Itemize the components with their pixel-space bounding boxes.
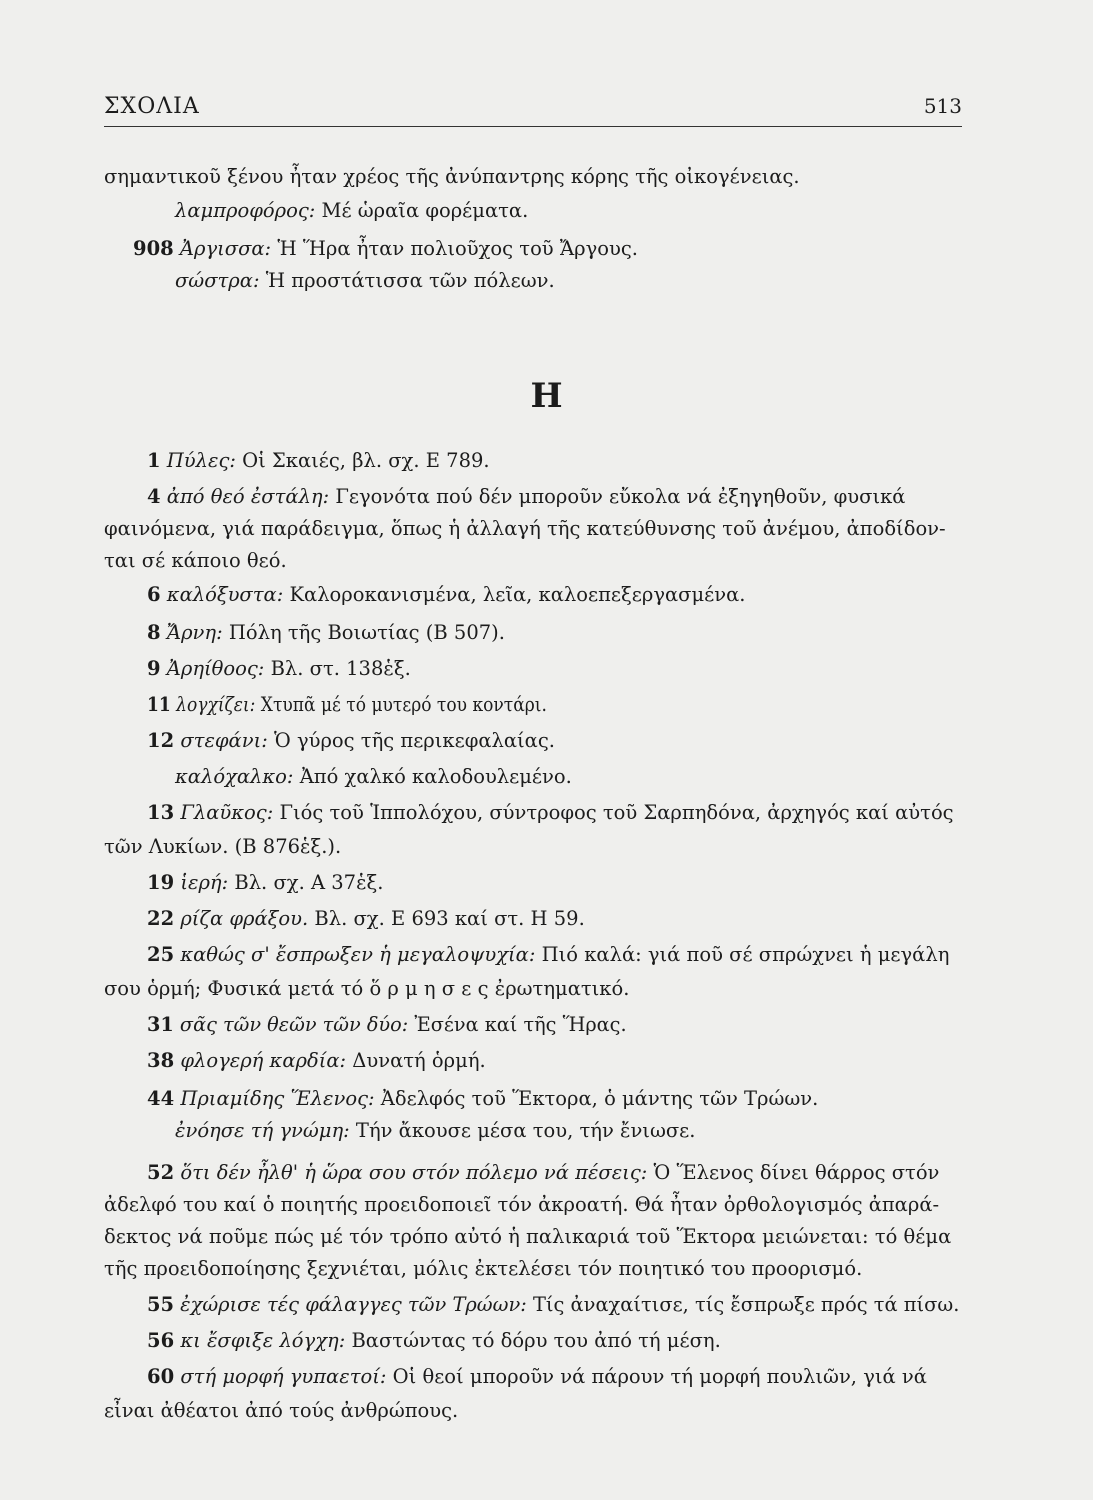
lemma: κι ἔσφιξε λόγχη:	[174, 1329, 346, 1352]
lemma: ἐνόησε τή γνώμη:	[175, 1119, 350, 1142]
gloss-text: Βαστώντας τό δόρυ του ἀπό τή μέση.	[345, 1329, 721, 1352]
lemma: Ἄρνη:	[160, 621, 223, 644]
commentary-line	[147, 1012, 627, 1038]
commentary-line	[147, 728, 555, 754]
line-number: 9	[147, 657, 161, 680]
gloss-text: Τήν ἄκουσε μέσα του, τήν ἔνιωσε.	[349, 1119, 696, 1142]
gloss-text: ται σέ κάποιο θεό.	[104, 549, 287, 572]
gloss-text: Ἐσένα καί τῆς Ἥρας.	[408, 1013, 627, 1036]
gloss-text: Ἡ Ἥρα ἦταν πολιοῦχος τοῦ Ἄργους.	[271, 237, 639, 260]
line-number: 4	[147, 485, 161, 508]
gloss-text: Ὁ Ἕλενος δίνει θάρρος στόν	[647, 1161, 940, 1184]
commentary-line	[175, 198, 528, 224]
lemma: καλόχαλκο:	[175, 765, 294, 788]
commentary-line	[175, 1118, 695, 1144]
gloss-text: σου ὁρμή; Φυσικά μετά τό ὅ ρ μ η σ ε ς ἐρωτηματικό.	[104, 977, 630, 1000]
commentary-line	[147, 800, 954, 826]
lemma: Πριαμίδης Ἕλενος:	[174, 1087, 375, 1110]
line-number: 12	[147, 729, 175, 752]
section-heading: Η	[530, 376, 563, 416]
lemma: ὅτι δέν ἦλθ' ἡ ὥρα σου στόν πόλεμο νά πέσεις:	[174, 1161, 648, 1184]
lemma: στεφάνι:	[174, 729, 268, 752]
commentary-line	[147, 1048, 486, 1074]
gloss-text: Ἀπό χαλκό καλοδουλεμένο.	[293, 765, 572, 788]
gloss-text: Μέ ὡραῖα φορέματα.	[315, 199, 529, 222]
commentary-line	[175, 764, 572, 790]
line-number: 8	[147, 621, 161, 644]
lemma: Πύλες:	[160, 449, 236, 472]
line-number: 31	[147, 1013, 174, 1036]
commentary-line	[147, 484, 905, 510]
line-number: 908	[133, 237, 174, 260]
lemma: καλόξυστα:	[160, 583, 284, 606]
commentary-line	[133, 236, 638, 262]
line-number: 6	[147, 583, 161, 606]
gloss-text: Γιός τοῦ Ἱππολόχου, σύντροφος τοῦ Σαρπηδόνα, ἀρχηγός καί αὐτός	[273, 801, 954, 824]
commentary-line	[104, 548, 287, 574]
line-number: 13	[147, 801, 175, 824]
gloss-text: τῆς προειδοποίησης ξεχνιέται, μόλις ἐκτελέσει τόν ποιητικό του προορισμό.	[104, 1257, 863, 1280]
page-header	[104, 92, 962, 127]
gloss-text: Πιό καλά: γιά ποῦ σέ σπρώχνει ἡ μεγάλη	[535, 943, 950, 966]
commentary-line	[104, 516, 946, 542]
commentary-line	[104, 976, 629, 1002]
lemma: φλογερή καρδία:	[174, 1049, 347, 1072]
gloss-text: Ἡ προστάτισσα τῶν πόλεων.	[259, 269, 555, 292]
commentary-line	[175, 268, 555, 294]
gloss-text: φαινόμενα, γιά παράδειγμα, ὅπως ἡ ἀλλαγή τῆς κατεύθυνσης τοῦ ἀνέμου, ἀποδίδον-	[104, 517, 946, 540]
gloss-text: Χτυπᾶ μέ τό μυτερό του κοντάρι.	[255, 693, 547, 716]
line-number: 56	[147, 1329, 175, 1352]
line-number: 55	[147, 1293, 175, 1316]
lemma: λογχίζει:	[170, 693, 256, 716]
commentary-line	[147, 1160, 939, 1186]
commentary-line	[104, 164, 800, 190]
gloss-text: ἀδελφό του καί ὁ ποιητής προειδοποιεῖ τόν ἀκροατή. Θά ἦταν ὀρθολογισμός ἀπαρά-	[104, 1193, 940, 1216]
page-number: 513	[923, 94, 962, 118]
commentary-line	[104, 1192, 939, 1218]
gloss-text: Βλ. στ. 138ἑξ.	[264, 657, 411, 680]
line-number: 52	[147, 1161, 175, 1184]
line-number: 38	[147, 1049, 175, 1072]
commentary-line	[147, 870, 383, 896]
commentary-line	[104, 1398, 458, 1424]
commentary-line	[147, 1292, 959, 1318]
gloss-text: Βλ. σχ. Ε 693 καί στ. Η 59.	[308, 907, 585, 930]
commentary-line	[147, 448, 490, 474]
line-number: 25	[147, 943, 175, 966]
gloss-text: Οἱ θεοί μποροῦν νά πάρουν τή μορφή πουλιῶν, γιά νά	[386, 1365, 927, 1388]
line-number: 22	[147, 907, 175, 930]
commentary-line	[147, 1364, 927, 1390]
gloss-text: Ἀδελφός τοῦ Ἕκτορα, ὁ μάντης τῶν Τρώων.	[374, 1087, 819, 1110]
lemma: ἱερή:	[174, 871, 229, 894]
lemma: σᾶς τῶν θεῶν τῶν δύο:	[173, 1013, 409, 1036]
commentary-line	[147, 942, 949, 968]
gloss-text: Τίς ἀναχαίτισε, τίς ἔσπρωξε πρός τά πίσω.	[526, 1293, 960, 1316]
commentary-line	[147, 620, 505, 646]
commentary-line	[104, 1256, 862, 1282]
gloss-text: Γεγονότα πού δέν μποροῦν εὔκολα νά ἐξηγηθοῦν, φυσικά	[329, 485, 906, 508]
lemma: Ἀρηίθοος:	[160, 657, 265, 680]
line-number: 44	[147, 1087, 175, 1110]
gloss-text: Οἱ Σκαιές, βλ. σχ. Ε 789.	[235, 449, 490, 472]
gloss-text: Βλ. σχ. Α 37ἑξ.	[228, 871, 384, 894]
lemma: ἀπό θεό ἐστάλη:	[160, 485, 330, 508]
line-number: 60	[147, 1365, 175, 1388]
commentary-line	[104, 834, 341, 860]
running-title: ΣΧΟΛΙΑ	[104, 94, 200, 119]
gloss-text: σημαντικοῦ ξένου ἦταν χρέος τῆς ἀνύπαντρης κόρης τῆς οἰκογένειας.	[104, 165, 800, 188]
commentary-line	[147, 692, 547, 718]
commentary-line	[147, 906, 585, 932]
commentary-line	[147, 582, 745, 608]
gloss-text: Ὁ γύρος τῆς περικεφαλαίας.	[267, 729, 555, 752]
lemma: σώστρα:	[175, 269, 260, 292]
line-number: 19	[147, 871, 175, 894]
lemma: λαμπροφόρος:	[175, 199, 316, 222]
lemma: ρίζα φράξου.	[174, 907, 309, 930]
lemma: καθώς σ' ἔσπρωξεν ἡ μεγαλοψυχία:	[174, 943, 536, 966]
line-number: 11	[147, 693, 171, 716]
gloss-text: τῶν Λυκίων. (Β 876ἑξ.).	[104, 835, 342, 858]
lemma: Γλαῦκος:	[174, 801, 274, 824]
commentary-line	[147, 1086, 818, 1112]
lemma: ἐχώρισε τές φάλαγγες τῶν Τρώων:	[174, 1293, 527, 1316]
gloss-text: δεκτος νά ποῦμε πώς μέ τόν τρόπο αὐτό ἡ παλικαριά τοῦ Ἕκτορα μειώνεται: τό θέμα	[104, 1225, 952, 1248]
gloss-text: εἶναι ἀθέατοι ἀπό τούς ἀνθρώπους.	[104, 1399, 459, 1422]
line-number: 1	[147, 449, 161, 472]
gloss-text: Δυνατή ὁρμή.	[346, 1049, 486, 1072]
commentary-line	[104, 1224, 951, 1250]
gloss-text: Καλοροκανισμένα, λεῖα, καλοεπεξεργασμένα.	[283, 583, 746, 606]
lemma: στή μορφή γυπαετοί:	[174, 1365, 387, 1388]
commentary-line	[147, 1328, 721, 1354]
commentary-line	[147, 656, 411, 682]
lemma: Ἀργισσα:	[173, 237, 272, 260]
gloss-text: Πόλη τῆς Βοιωτίας (Β 507).	[222, 621, 505, 644]
